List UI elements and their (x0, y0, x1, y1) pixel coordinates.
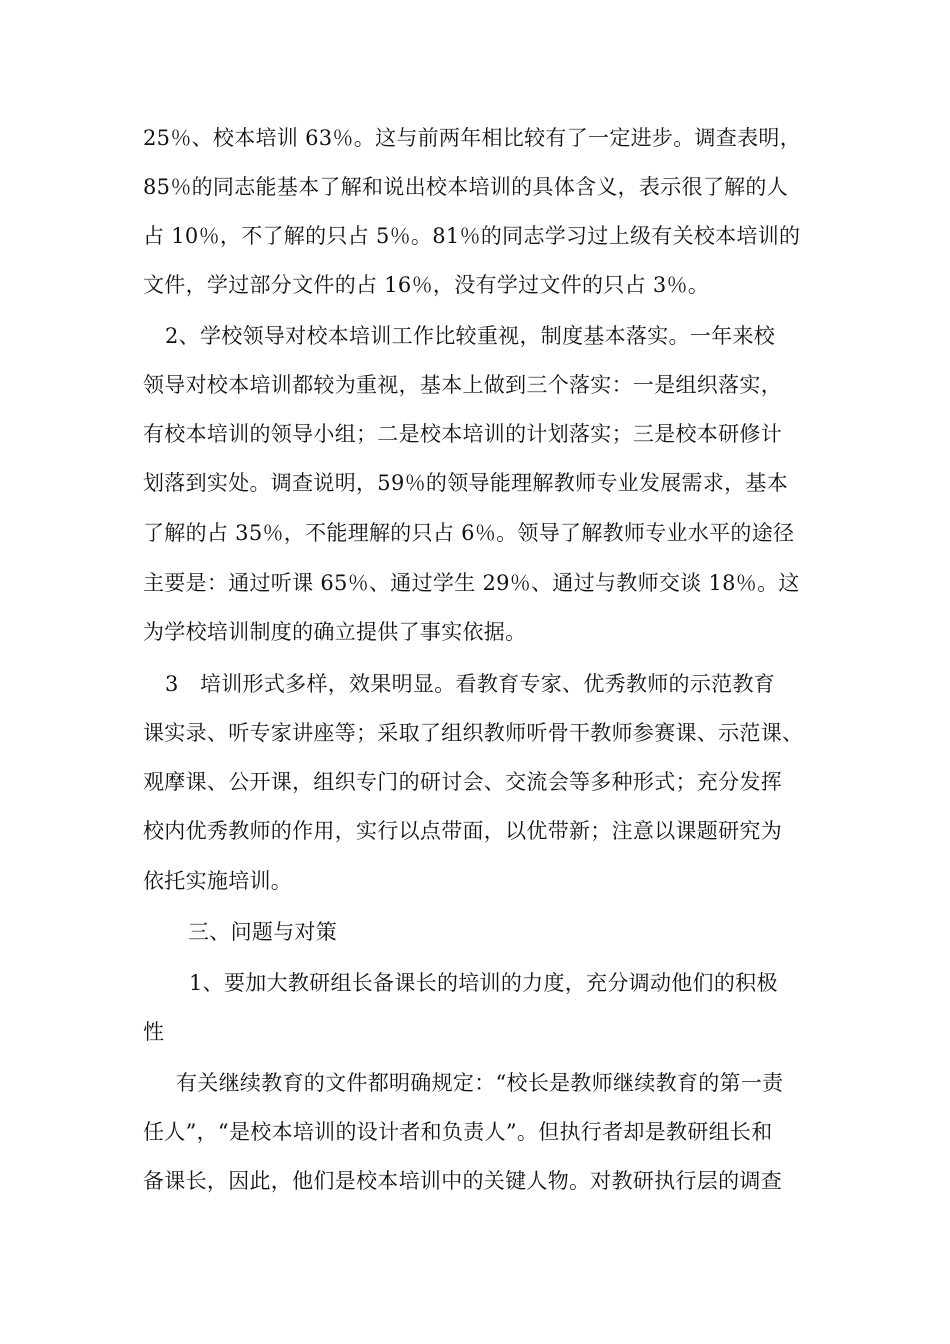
text-line: 占 10％，不了解的只占 5％。81％的同志学习过上级有关校本培训的 (143, 224, 801, 248)
text-line: 文件，学过部分文件的占 16％，没有学过文件的只占 3％。 (143, 273, 710, 297)
text-line: 了解的占 35％，不能理解的只占 6％。领导了解教师专业水平的途径 (143, 521, 795, 545)
text-line: 课实录、听专家讲座等；采取了组织教师听骨干教师参赛课、示范课、 (143, 721, 804, 745)
text-line: 校内优秀教师的作用，实行以点带面，以优带新；注意以课题研究为 (143, 819, 782, 843)
text-line: 1、要加大教研组长备课长的培训的力度，充分调动他们的积极 (189, 971, 778, 995)
text-line: 有关继续教育的文件都明确规定：“校长是教师继续教育的第一责 (176, 1071, 784, 1095)
text-line: 2、学校领导对校本培训工作比较重视，制度基本落实。一年来校 (165, 324, 776, 348)
text-line: 主要是：通过听课 65％、通过学生 29％、通过与教师交谈 18％。这 (143, 571, 800, 595)
text-line: 观摩课、公开课，组织专门的研讨会、交流会等多种形式；充分发挥 (143, 770, 782, 794)
text-line: 划落到实处。调查说明，59％的领导能理解教师专业发展需求，基本 (143, 471, 789, 495)
text-line: 性 (143, 1020, 165, 1044)
section-heading: 三、问题与对策 (188, 920, 338, 944)
text-line: 85％的同志能基本了解和说出校本培训的具体含义，表示很了解的人 (143, 175, 789, 199)
text-line: 3 培训形式多样，效果明显。看教育专家、优秀教师的示范教育 (165, 672, 776, 696)
text-line: 依托实施培训。 (143, 869, 293, 893)
text-line: 备课长，因此，他们是校本培训中的关键人物。对教研执行层的调查 (143, 1169, 782, 1193)
text-line: 领导对校本培训都较为重视，基本上做到三个落实：一是组织落实， (143, 373, 782, 397)
text-line: 25％、校本培训 63％。这与前两年相比较有了一定进步。调查表明， (143, 126, 802, 150)
text-line: 为学校培训制度的确立提供了事实依据。 (143, 620, 527, 644)
text-line: 任人”，“是校本培训的设计者和负责人”。但执行者却是教研组长和 (143, 1120, 773, 1144)
text-line: 有校本培训的领导小组；二是校本培训的计划落实；三是校本研修计 (143, 422, 782, 446)
